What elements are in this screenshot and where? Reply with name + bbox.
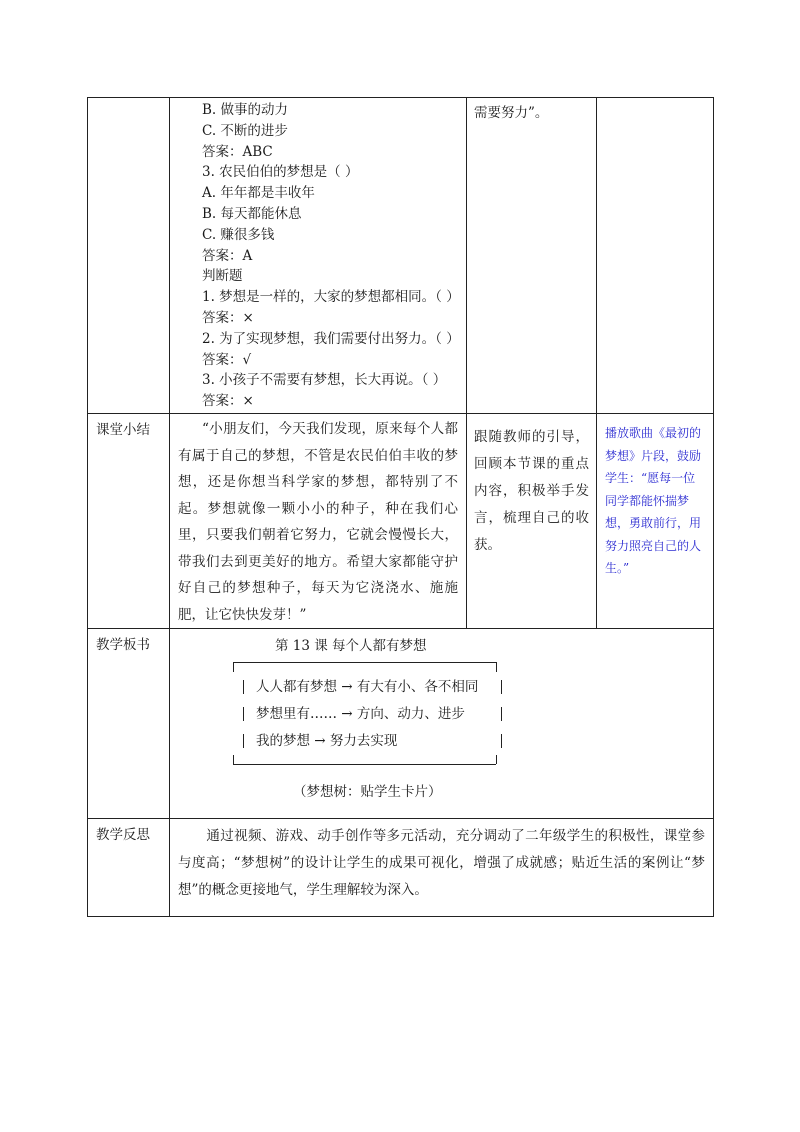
board-top-right-tick — [496, 662, 497, 672]
board-caption: （梦想树：贴学生卡片） — [293, 784, 442, 800]
exercise-student-text: 需要努力”。 — [474, 105, 549, 121]
board-bottom-line — [233, 764, 496, 765]
exercise-line: 答案：√ — [202, 351, 252, 368]
exercise-student-cell — [467, 98, 597, 414]
exercise-line: 答案：A — [202, 247, 253, 264]
reflection-label-cell — [88, 819, 170, 917]
summary-label: 课堂小结 — [96, 422, 150, 438]
exercise-row — [88, 98, 714, 414]
exercise-line: 3. 农民伯伯的梦想是（ ） — [202, 164, 359, 181]
exercise-label-cell — [88, 98, 170, 414]
reflection-text — [170, 819, 713, 904]
board-line-3: 我的梦想 → 努力去实现 — [256, 733, 398, 749]
board-top-left-tick — [233, 662, 234, 672]
board-label: 教学板书 — [96, 637, 150, 653]
board-bar-right-3 — [501, 734, 502, 748]
reflection-content-cell — [170, 819, 714, 917]
summary-student-cell — [467, 414, 597, 629]
board-line-2: 梦想里有…… → 方向、动力、进步 — [256, 706, 465, 722]
exercise-line: A. 年年都是丰收年 — [202, 185, 315, 202]
exercise-line: 1. 梦想是一样的，大家的梦想都相同。（ ） — [202, 289, 460, 306]
board-bar-left-2 — [243, 707, 244, 721]
board-label-cell — [88, 629, 170, 819]
summary-label-cell — [88, 414, 170, 629]
blackboard-design — [170, 629, 713, 809]
exercise-line: C. 赚很多钱 — [202, 226, 275, 243]
exercise-line: 答案：ABC — [202, 143, 273, 160]
exercise-line: 答案：× — [202, 393, 254, 410]
exercise-line: 答案：× — [202, 309, 254, 326]
lesson-plan-table — [87, 97, 714, 917]
board-top-line — [233, 662, 496, 663]
board-content-cell — [170, 629, 714, 819]
summary-note-cell — [597, 414, 714, 629]
board-bar-right-2 — [501, 707, 502, 721]
reflection-text-span: 通过视频、游戏、动手创作等多元活动，充分调动了二年级学生的积极性，课堂参与度高；“梦想树”的设计让学生的成果可视化，增强了成就感；贴近生活的案例让“梦想”的概念更接地气，学生理解较为深入。 — [178, 828, 705, 898]
summary-row — [88, 414, 714, 629]
exercise-content-cell — [170, 98, 467, 414]
board-bottom-left-tick — [233, 755, 234, 764]
exercise-line: B. 每天都能休息 — [202, 205, 302, 222]
board-bar-right-1 — [501, 680, 502, 694]
reflection-label: 教学反思 — [96, 827, 150, 843]
board-bottom-right-tick — [496, 755, 497, 764]
exercise-lines — [170, 98, 466, 412]
board-title: 第 13 课 每个人都有梦想 — [275, 638, 427, 654]
board-row — [88, 629, 714, 819]
summary-teacher-span: “小朋友们，今天我们发现，原来每个人都有属于自己的梦想，不管是农民伯伯丰收的梦想，还是你想当科学家的梦想，都特别了不起。梦想就像一颗小小的种子，种在我们心里，只要我们朝着它努力，它就会慢慢长大，带我们去到更美好的地方。希望大家都能守护好自己的梦想种子，每天为它浇浇水、施施肥，让它快快发芽！” — [178, 421, 458, 623]
summary-note-text: 播放歌曲《最初的梦想》片段，鼓励学生：“愿每一位同学都能怀揣梦想，勇敢前行，用努力照亮自己的人生。” — [605, 426, 702, 575]
board-line-1: 人人都有梦想 → 有大有小、各不相同 — [256, 679, 479, 695]
exercise-line: 2. 为了实现梦想，我们需要付出努力。（ ） — [202, 330, 460, 347]
summary-teacher-text — [170, 414, 466, 628]
exercise-line: C. 不断的进步 — [202, 122, 288, 139]
board-bar-left-3 — [243, 734, 244, 748]
summary-teacher-cell — [170, 414, 467, 629]
exercise-line: 3. 小孩子不需要有梦想，长大再说。（ ） — [202, 372, 447, 389]
board-bar-left-1 — [243, 680, 244, 694]
exercise-line: B. 做事的动力 — [202, 102, 289, 118]
exercise-line: 判断题 — [202, 268, 243, 285]
summary-student-text: 跟随教师的引导，回顾本节课的重点内容，积极举手发言，梳理自己的收获。 — [474, 429, 589, 553]
exercise-note-cell — [597, 98, 714, 414]
reflection-row — [88, 819, 714, 917]
